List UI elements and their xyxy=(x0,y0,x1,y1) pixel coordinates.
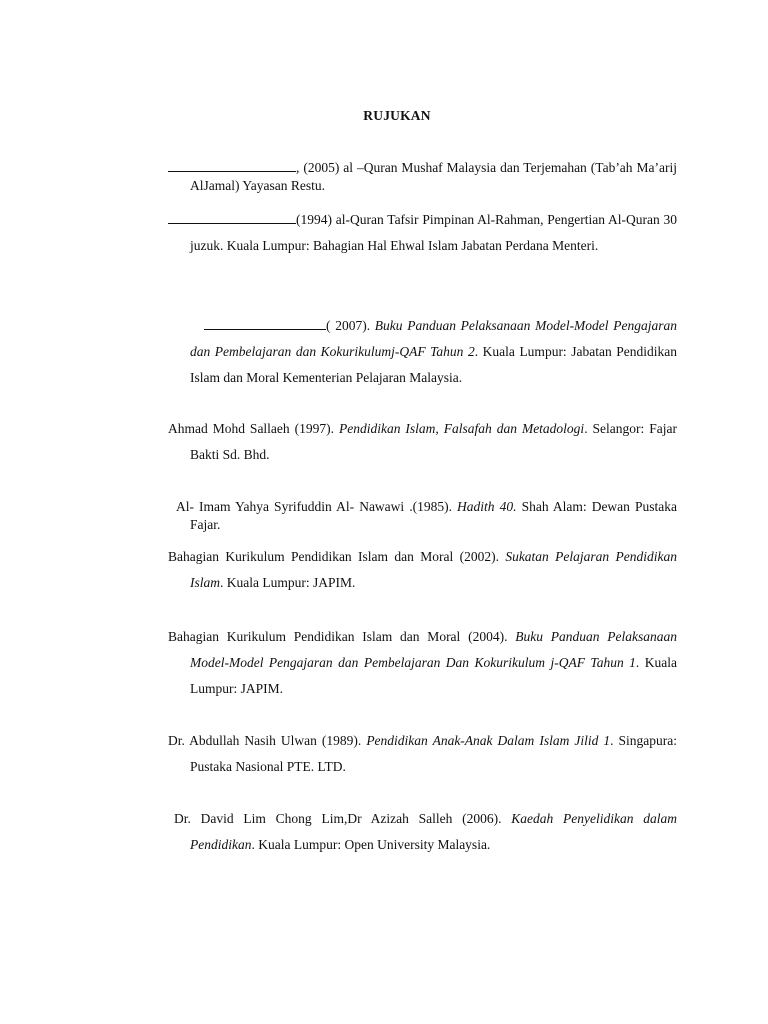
author-blank-line xyxy=(204,317,326,330)
reference-entry-6 xyxy=(168,544,677,596)
reference-post: . Kuala Lumpur: Open University Malaysia. xyxy=(251,837,491,852)
reference-entry-5 xyxy=(168,498,677,534)
reference-post: . Kuala Lumpur: JAPIM. xyxy=(190,655,677,696)
reference-pre: Bahagian Kurikulum Pendidikan Islam dan Moral (2002). xyxy=(168,549,506,564)
reference-post: . Selangor: Fajar Bakti Sd. Bhd. xyxy=(190,421,677,462)
reference-entry-2 xyxy=(168,207,677,259)
reference-post: Shah Alam: Dewan Pustaka Fajar. xyxy=(190,499,677,532)
author-blank-line xyxy=(168,211,296,224)
reference-entry-9 xyxy=(168,806,677,858)
reference-pre: Ahmad Mohd Sallaeh (1997). xyxy=(168,421,339,436)
reference-title: Kaedah Penyelidikan dalam Pendidikan xyxy=(190,811,678,852)
reference-entry-8 xyxy=(168,728,677,780)
reference-entry-7 xyxy=(168,624,677,702)
reference-pre: Al- Imam Yahya Syrifuddin Al- Nawawi .(1985). xyxy=(176,499,458,514)
reference-entry-3 xyxy=(168,313,677,391)
reference-pre: ( 2007). xyxy=(326,318,375,333)
reference-post: . Kuala Lumpur: Jabatan Pendidikan Islam dan Moral Kementerian Pelajaran Malaysia. xyxy=(190,344,678,385)
reference-pre: Dr. Abdullah Nasih Ulwan (1989). xyxy=(168,733,367,748)
reference-pre: Bahagian Kurikulum Pendidikan Islam dan Moral (2004). xyxy=(168,629,516,644)
reference-pre: Dr. David Lim Chong Lim,Dr Azizah Salleh (2006). xyxy=(174,811,512,826)
author-blank-line xyxy=(168,159,296,172)
page-title: RUJUKAN xyxy=(363,108,431,123)
reference-title: Buku Panduan Pelaksanaan Model-Model Pengajaran dan Pembelajaran dan Kokurikulumj-QAF Tahun 2 xyxy=(190,318,677,359)
reference-title: Sukatan Pelajaran Pendidikan Islam xyxy=(190,549,677,590)
reference-entry-1 xyxy=(168,159,677,195)
reference-post: . Kuala Lumpur: JAPIM. xyxy=(220,575,356,590)
reference-title: Pendidikan Anak-Anak Dalam Islam Jilid 1 xyxy=(366,733,611,748)
reference-text: , (2005) al –Quran Mushaf Malaysia dan Terjemahan (Tab’ah Ma’arij AlJamal) Yayasan Restu. xyxy=(190,160,677,193)
reference-text: (1994) al-Quran Tafsir Pimpinan Al-Rahman, Pengertian Al-Quran 30 juzuk. Kuala Lumpur: Bahagian Hal Ehwal Islam Jabatan Perdana Menteri. xyxy=(190,212,677,253)
reference-title: Pendidikan Islam, Falsafah dan Metadologi xyxy=(338,421,585,436)
reference-post: . Singapura: Pustaka Nasional PTE. LTD. xyxy=(190,733,677,774)
reference-title: Buku Panduan Pelaksanaan Model-Model Pengajaran dan Pembelajaran Dan Kokurikulum j-QAF Tahun 1 xyxy=(190,629,677,670)
reference-entry-4 xyxy=(168,416,677,468)
reference-title: Hadith 40. xyxy=(457,499,517,514)
